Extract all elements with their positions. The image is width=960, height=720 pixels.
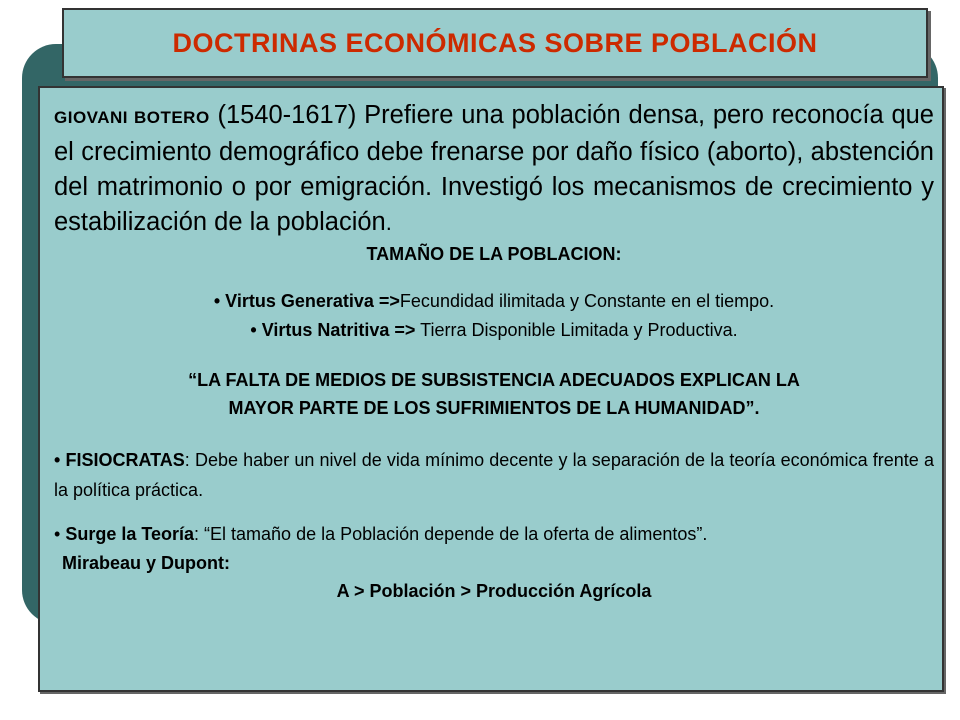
fisiocratas-paragraph: • FISIOCRATAS: Debe haber un nivel de vida mínimo decente y la separación de la teoría económica frente a la política práctica. — [54, 450, 934, 500]
virtus-natritiva: • Virtus Natritiva => Tierra Disponible Limitada y Productiva. — [250, 320, 738, 340]
formula-line: A > Población > Producción Agrícola — [336, 581, 652, 601]
intro-text: (1540-1617) Prefiere una población densa, pero reconocía que el crecimiento demográfico debe frenarse por daño físico (aborto), abstención del matrimonio o por emigración. Investigó los mecanismos de crecimiento y estabilización de la población — [54, 101, 934, 236]
authors-line: Mirabeau y Dupont: — [62, 553, 231, 573]
intro-period: . — [385, 210, 392, 235]
surge-paragraph: • Surge la Teoría: “El tamaño de la Población depende de la oferta de alimentos”. — [54, 524, 708, 544]
author-name: GIOVANI BOTERO — [54, 108, 210, 127]
content-box — [38, 86, 944, 692]
virtus-generativa: • Virtus Generativa =>Fecundidad ilimitada y Constante en el tiempo. — [213, 291, 775, 311]
title-box — [62, 8, 928, 78]
slide-title: DOCTRINAS ECONÓMICAS SOBRE POBLACIÓN — [172, 27, 818, 58]
quote-line-2: MAYOR PARTE DE LOS SUFRIMIENTOS DE LA HUMANIDAD”. — [228, 398, 760, 418]
size-heading: TAMAÑO DE LA POBLACION: — [366, 244, 622, 264]
quote-line-1: “LA FALTA DE MEDIOS DE SUBSISTENCIA ADECUADOS EXPLICAN LA — [188, 370, 800, 390]
intro-paragraph — [54, 98, 934, 240]
